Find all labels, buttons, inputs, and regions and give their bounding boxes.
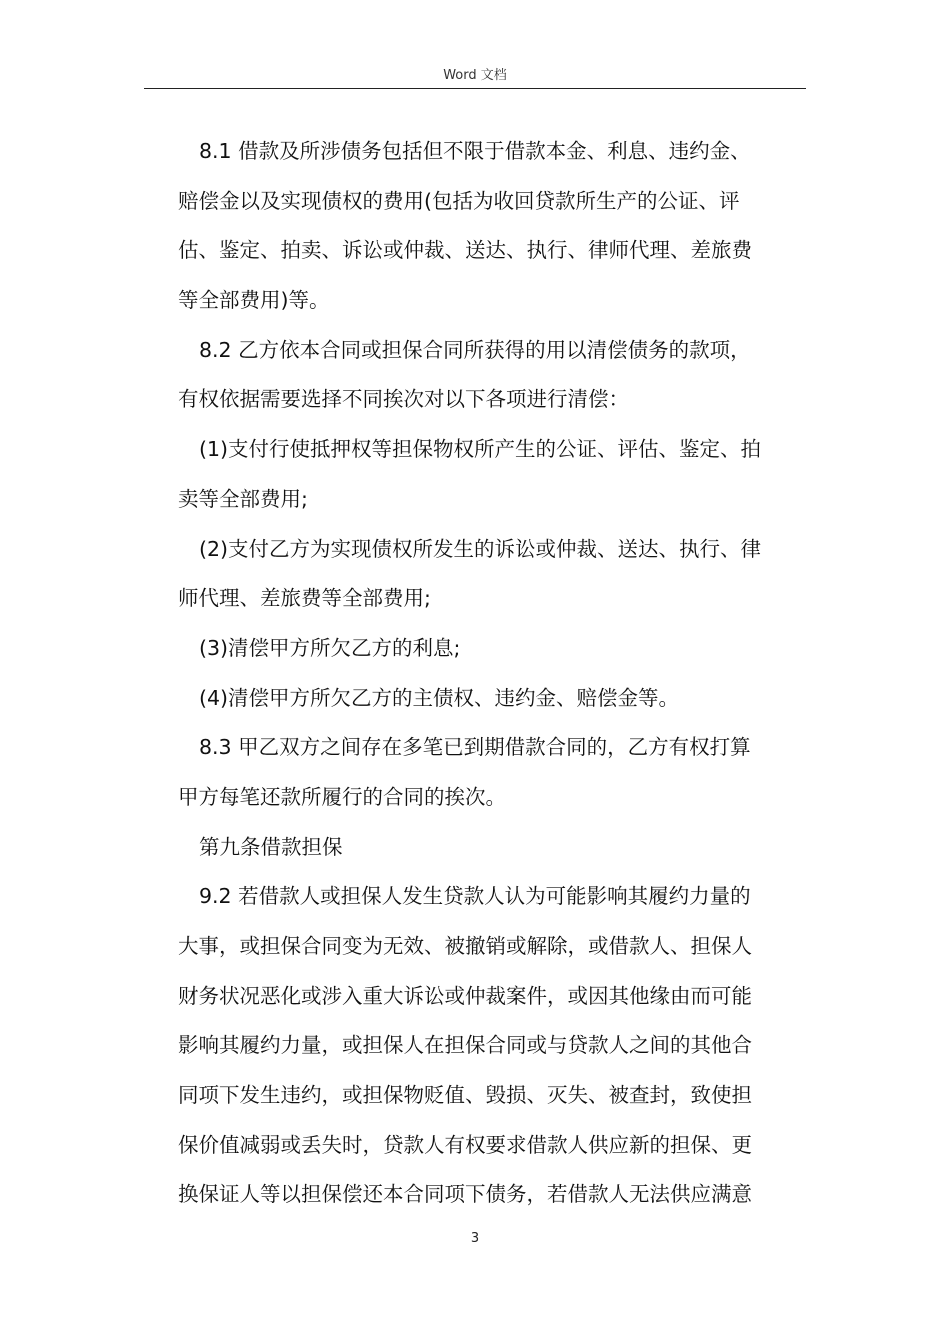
section-heading: 第九条借款担保 bbox=[199, 834, 343, 859]
paragraph-line: 大事，或担保合同变为无效、被撤销或解除，或借款人、担保人 bbox=[178, 934, 752, 958]
paragraph-line: 师代理、差旅费等全部费用; bbox=[178, 586, 431, 611]
document-body bbox=[178, 127, 806, 1220]
page-number: 3 bbox=[470, 1231, 480, 1246]
paragraph-line: 9.2 若借款人或担保人发生贷款人认为可能影响其履约力量的 bbox=[199, 884, 751, 909]
header-divider bbox=[144, 88, 806, 89]
paragraph-line: 同项下发生违约，或担保物贬值、毁损、灭失、被查封，致使担 bbox=[178, 1083, 752, 1108]
paragraph-line: 影响其履约力量，或担保人在担保合同或与贷款人之间的其他合 bbox=[178, 1033, 752, 1058]
paragraph-line: (2)支付乙方为实现债权所发生的诉讼或仲裁、送达、执行、律 bbox=[199, 536, 762, 561]
paragraph-line: 财务状况恶化或涉入重大诉讼或仲裁案件，或因其他缘由而可能 bbox=[178, 983, 752, 1008]
paragraph-line: 保价值减弱或丢失时，贷款人有权要求借款人供应新的担保、更 bbox=[178, 1132, 752, 1157]
paragraph-line: (1)支付行使抵押权等担保物权所产生的公证、评估、鉴定、拍 bbox=[199, 437, 762, 462]
paragraph-line: 估、鉴定、拍卖、诉讼或仲裁、送达、执行、律师代理、差旅费 bbox=[178, 238, 752, 263]
paragraph-line: 等全部费用)等。 bbox=[178, 288, 330, 313]
paragraph-line: 8.3 甲乙双方之间存在多笔已到期借款合同的，乙方有权打算 bbox=[199, 735, 751, 760]
paragraph-line: 8.2 乙方依本合同或担保合同所获得的用以清偿债务的款项， bbox=[199, 337, 751, 362]
paragraph-line: (3)清偿甲方所欠乙方的利息; bbox=[199, 635, 461, 660]
paragraph-line: (4)清偿甲方所欠乙方的主债权、违约金、赔偿金等。 bbox=[199, 685, 680, 710]
paragraph-line: 卖等全部费用; bbox=[178, 486, 308, 511]
paragraph-line: 有权依据需要选择不同挨次对以下各项进行清偿： bbox=[178, 387, 629, 412]
paragraph-line: 赔偿金以及实现债权的费用(包括为收回贷款所生产的公证、评 bbox=[178, 188, 740, 213]
paragraph-line: 换保证人等以担保偿还本合同项下债务，若借款人无法供应满意 bbox=[178, 1182, 752, 1207]
paragraph-line: 甲方每笔还款所履行的合同的挨次。 bbox=[178, 784, 506, 809]
paragraph-line: 8.1 借款及所涉债务包括但不限于借款本金、利息、违约金、 bbox=[199, 139, 751, 163]
page-header: Word 文档 bbox=[443, 68, 507, 83]
